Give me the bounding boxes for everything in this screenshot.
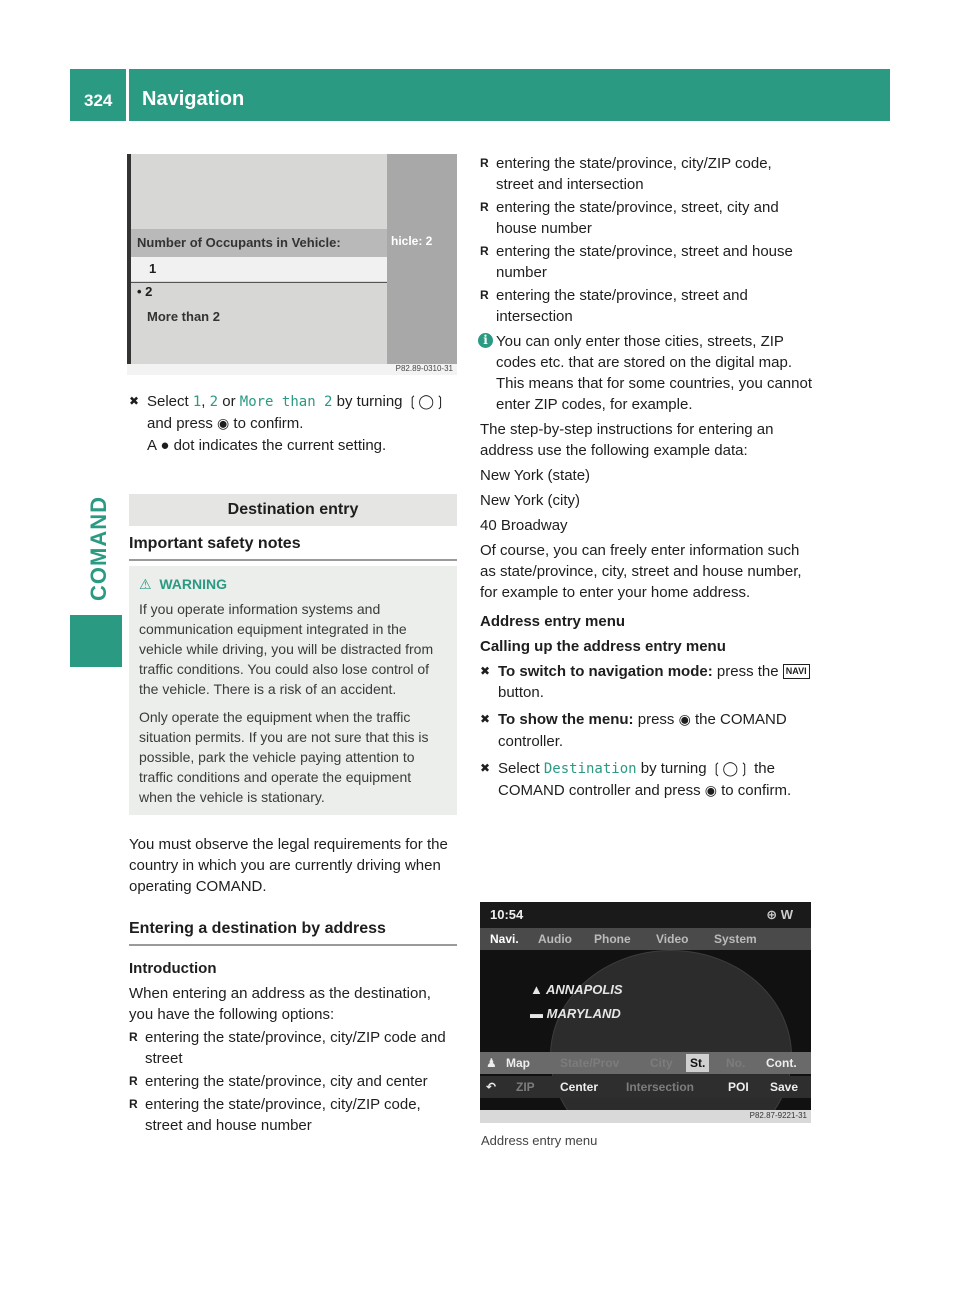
option-bullet: R entering the state/province, city/ZIP code, street and intersection: [480, 155, 772, 193]
back-icon[interactable]: ↶: [486, 1080, 497, 1094]
main-menu-bar: [480, 928, 811, 950]
btn-map[interactable]: Map: [506, 1056, 530, 1070]
menu-navi[interactable]: Navi.: [490, 932, 519, 946]
select-occupants-step: ✖ Select 1, 2 or More than 2 by turning ❲◯❳ and press ◉ to confirm.: [129, 393, 446, 432]
option-1[interactable]: 1: [131, 257, 387, 281]
step-arrow-icon: ✖: [129, 394, 140, 408]
compass-icon: ⊕: [766, 907, 778, 922]
state-icon: ▬: [530, 1006, 543, 1021]
image-ref: P82.89-0310-31: [395, 364, 453, 373]
option-2[interactable]: • 2: [137, 284, 153, 299]
option-bullet: R entering the state/province, street and intersection: [480, 287, 748, 325]
warning-text-2: Only operate the equipment when the traffic situation permits. If you are not sure that this is possible, park the vehicle paying attention to traffic conditions and operate the equipment when the vehicle is stationary.: [139, 709, 429, 805]
clock: 10:54: [490, 907, 524, 922]
turn-controller-icon: ❲◯❳: [710, 761, 750, 777]
warning-box: ⚠ WARNING If you operate information systems and communication equipment integrated in the vehicle while driving, you will be distracted from traffic conditions. You could also lose control of the vehicle. There is a risk of an accident. Only operate the equipment when the traffic situation permits. If you are not sure that this is possible, park the vehicle paying attention to traffic conditions and operate the equipment when the vehicle is stationary.: [129, 566, 457, 815]
select-destination-step: ✖ Select Destination by turning ❲◯❳ the COMAND controller and press ◉ to confirm.: [480, 760, 792, 799]
figure-caption: Address entry menu: [481, 1133, 598, 1148]
menu-phone[interactable]: Phone: [594, 932, 631, 946]
intro-heading: Introduction: [129, 960, 217, 977]
address-heading: Entering a destination by address: [129, 920, 457, 946]
btn-save[interactable]: Save: [770, 1080, 799, 1094]
selected-city: ▲ ANNAPOLIS: [530, 982, 623, 997]
section-destination-entry: Destination entry: [129, 494, 457, 526]
person-icon: ♟: [486, 1056, 497, 1070]
left-column: [129, 391, 457, 456]
menu-system[interactable]: System: [714, 932, 757, 946]
introduction-block: [129, 958, 459, 1136]
occupants-screenshot: [127, 154, 457, 375]
option-more-than-2[interactable]: More than 2: [147, 309, 220, 324]
btn-continue[interactable]: Cont.: [766, 1056, 797, 1070]
btn-center[interactable]: Center: [560, 1080, 599, 1094]
image-ref: P82.87-9221-31: [749, 1111, 807, 1120]
occupants-title: Number of Occupants in Vehicle:: [131, 229, 387, 257]
btn-intersection[interactable]: Intersection: [626, 1080, 695, 1094]
dot-note: A ● dot indicates the current setting.: [147, 437, 387, 454]
option-bullet: R entering the state/province, street and house number: [480, 243, 793, 281]
address-bar-2: [480, 1076, 811, 1098]
btn-city[interactable]: City: [650, 1056, 673, 1070]
navi-key-icon: NAVI: [783, 664, 810, 679]
example-street: 40 Broadway: [480, 517, 568, 534]
btn-zip[interactable]: ZIP: [516, 1080, 535, 1094]
menu-video[interactable]: Video: [656, 932, 689, 946]
press-controller-icon: ◉: [217, 416, 230, 432]
calling-heading: Calling up the address entry menu: [480, 638, 726, 655]
info-icon: i: [478, 333, 493, 348]
warning-text-1: If you operate information systems and communication equipment integrated in the vehicle while driving, you will be distracted from traffic conditions. You could also lose control of the vehicle. There is a risk of an accident.: [139, 601, 434, 697]
page-number: 324: [84, 91, 113, 110]
example-city: New York (city): [480, 492, 581, 509]
option-bullet: R entering the state/province, city/ZIP code and street: [129, 1029, 446, 1067]
step-arrow-icon: ✖: [480, 712, 491, 726]
step-arrow-icon: ✖: [480, 664, 491, 678]
menu-audio[interactable]: Audio: [538, 932, 572, 946]
step-arrow-icon: ✖: [480, 761, 491, 775]
press-controller-icon: ◉: [704, 783, 717, 799]
compass: ⊕ W: [766, 907, 793, 922]
page-header: [70, 69, 890, 121]
city-icon: ▲: [530, 982, 543, 997]
show-menu-step: ✖ To show the menu: press ◉ the COMAND controller.: [480, 711, 787, 750]
btn-poi[interactable]: POI: [728, 1080, 749, 1094]
address-bar-1: [480, 1052, 811, 1074]
address-entry-screenshot: [480, 902, 811, 1123]
right-column: [480, 153, 812, 802]
option-bullet: R entering the state/province, street, city and house number: [480, 199, 779, 237]
safety-heading: Important safety notes: [129, 535, 457, 561]
status-bar: [480, 902, 811, 928]
example-intro: The step-by-step instructions for entering an address use the following example data:: [480, 421, 774, 459]
page-title: Navigation: [142, 88, 245, 110]
selected-state: ▬ MARYLAND: [530, 1006, 621, 1021]
press-controller-icon: ◉: [678, 712, 691, 728]
intro-text: When entering an address as the destination, you have the following options:: [129, 985, 431, 1023]
right-panel: hicle: 2: [387, 154, 457, 364]
side-tab: [70, 465, 122, 605]
btn-state-prov[interactable]: State/Prov: [560, 1056, 620, 1070]
side-tab-block: [70, 615, 122, 667]
example-state: New York (state): [480, 467, 591, 484]
warning-triangle-icon: ⚠: [139, 576, 152, 592]
info-note: i You can only enter those cities, streets, ZIP codes etc. that are stored on the digital map. This means that for some countries, you cannot enter ZIP codes, for example.: [480, 331, 812, 415]
option-bullet: R entering the state/province, city and center: [129, 1073, 428, 1090]
header-separator: [126, 69, 129, 121]
btn-street[interactable]: St.: [686, 1054, 709, 1072]
menu-heading: Address entry menu: [480, 613, 626, 630]
freely-note: Of course, you can freely enter information such as state/province, city, street and house number, for example to enter your home address.: [480, 542, 802, 601]
btn-number[interactable]: No.: [726, 1056, 746, 1070]
turn-controller-icon: ❲◯❳: [406, 394, 446, 410]
side-tab-label: COMAND: [86, 496, 111, 601]
legal-note: You must observe the legal requirements for the country in which you are currently driving when operating COMAND.: [129, 836, 448, 895]
left-lower: [129, 834, 459, 897]
nav-mode-step: ✖ To switch to navigation mode: press the NAVI button.: [480, 661, 812, 703]
option-bullet: R entering the state/province, city/ZIP code, street and house number: [129, 1096, 421, 1134]
